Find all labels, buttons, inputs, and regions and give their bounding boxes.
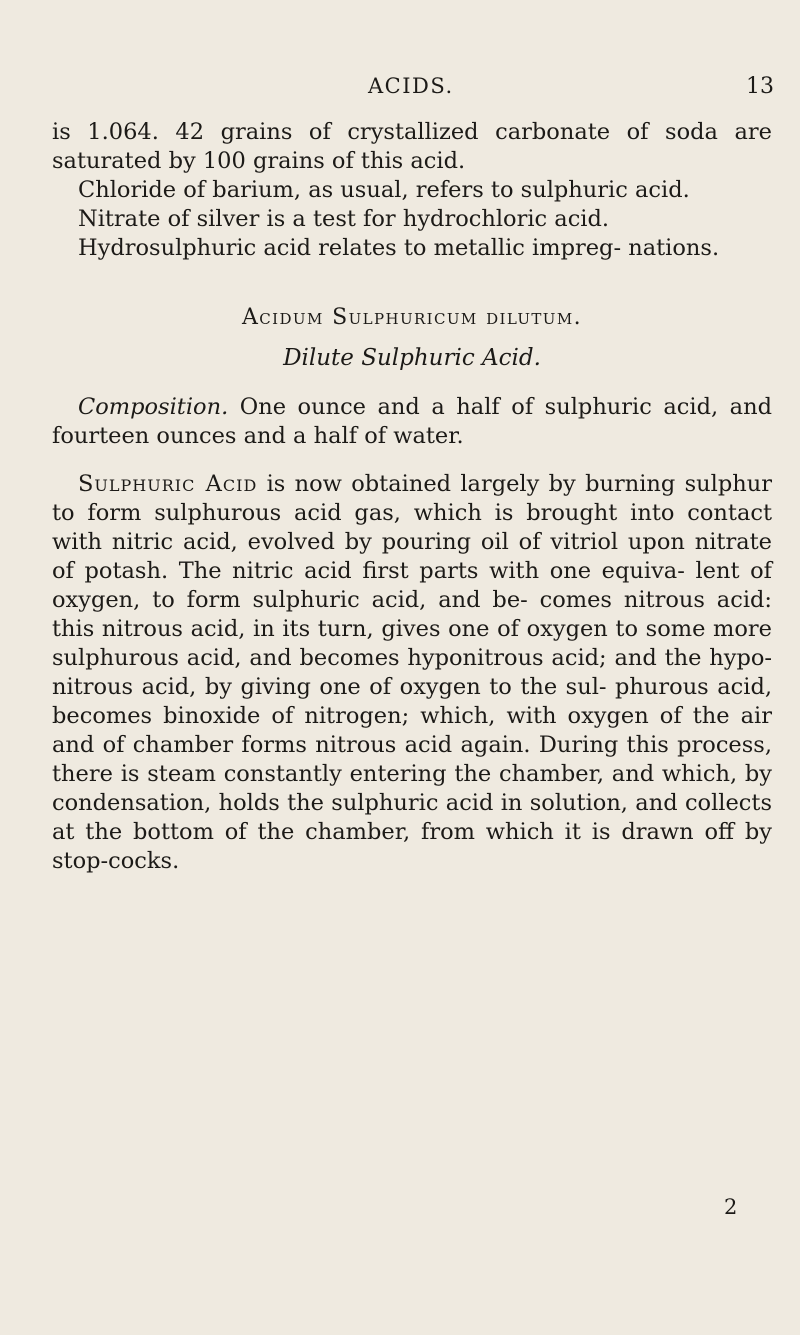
signature-mark: 2: [724, 1195, 738, 1219]
intro-paragraph-4-text: Hydrosulphuric acid relates to metallic impreg- nations.: [78, 235, 720, 261]
sulphuric-acid-text: is now obtained largely by burning sulphur to form sulphurous acid gas, which is brought into contact with nitric acid, evolved by pouring oil of vitriol upon nitrate of potash. The nitric acid first parts with one equiva- lent of oxygen, to form sulphuric acid, and be- comes nitrous acid: this nitrous acid, in its turn, gives one of oxygen to some more sulphurous acid, and becomes hyponitrous acid; and the hypo- nitrous acid, by giving one of oxygen to the sul- phurous acid, becomes binoxide of nitrogen; which, with oxygen of the air and of chamber forms nitrous acid again. During this process, there is steam constantly entering the chamber, and which, by condensation, holds the sulphuric acid in solution, and collects at the bottom of the chamber, from which it is drawn off by stop-cocks.: [52, 471, 772, 874]
running-head: [0, 74, 800, 104]
intro-paragraph-3: [52, 205, 772, 234]
section-heading-block: [52, 303, 772, 373]
sulphuric-acid-paragraph: [52, 470, 772, 876]
section-heading: Acidum Sulphuricum dilutum.: [241, 305, 583, 330]
intro-paragraph-2: [52, 176, 772, 205]
intro-paragraph-4: [52, 234, 772, 263]
page-number: 13: [746, 74, 774, 99]
composition-paragraph: [52, 393, 772, 451]
composition-text: One ounce and a half of sulphuric acid, and fourteen ounces and a half of water.: [52, 394, 772, 449]
intro-paragraph-1: is 1.064. 42 grains of crystallized carbonate of soda are saturated by 100 grains of this acid.: [52, 119, 772, 174]
text-body: [52, 118, 772, 876]
composition-label: Composition.: [78, 394, 229, 420]
section-subheading: Dilute Sulphuric Acid.: [283, 345, 541, 371]
sulphuric-acid-lead: Sulphuric Acid: [78, 471, 258, 497]
running-title: ACIDS.: [368, 74, 454, 98]
intro-paragraph-3-text: Nitrate of silver is a test for hydrochloric acid.: [78, 206, 610, 232]
intro-paragraph-2-text: Chloride of barium, as usual, refers to sulphuric acid.: [78, 177, 690, 203]
